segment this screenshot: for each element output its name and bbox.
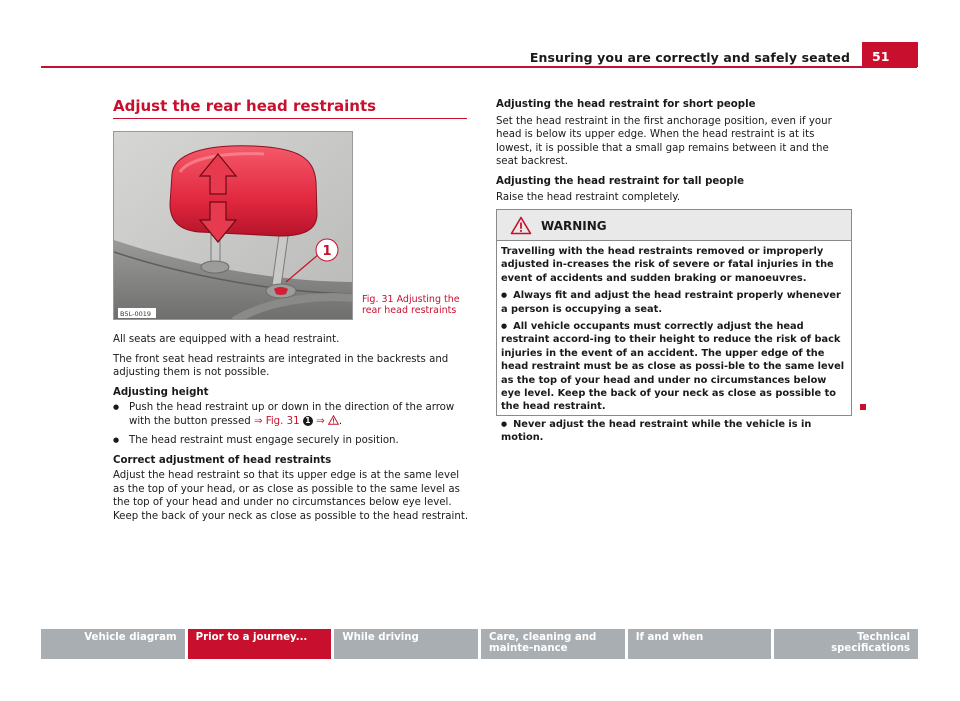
head-restraint-figure (113, 131, 353, 320)
left-column-text (113, 333, 469, 529)
paragraph: Adjust the head restraint so that its upper edge is at the same level as the top of your head, or as close as possible to the same level as the top of your head and under no circumstances below eye level. Keep the back of your neck as close as possible to the head restraint. (113, 470, 469, 522)
tab-vehicle-diagram[interactable]: Vehicle diagram (41, 629, 185, 659)
section-end-marker (860, 404, 866, 410)
warning-list-item: ● Always fit and adjust the head restraint properly whenever a person is occupying a seat. (501, 290, 841, 315)
tab-if-and-when[interactable]: If and when (628, 629, 772, 659)
tab-care-cleaning-maintenance[interactable]: Care, cleaning and mainte-nance (481, 629, 625, 659)
section-rule (113, 118, 467, 119)
right-column-text (496, 98, 852, 211)
warning-paragraph: Travelling with the head restraints removed or improperly adjusted in-creases the risk of severe or fatal injuries in the event of accidents and sudden braking or manoeuvres. (501, 246, 834, 284)
paragraph: The front seat head restraints are integrated in the backrests and adjusting them is not possible. (113, 353, 449, 378)
warning-list-item: ● Never adjust the head restraint while the vehicle is in motion. (501, 418, 812, 444)
list-item: ● Push the head restraint up or down in the direction of the arrow with the button pressed ⇒ Fig. 31 1 ⇒ . (113, 401, 469, 428)
tab-while-driving[interactable]: While driving (334, 629, 478, 659)
warning-triangle-icon (328, 415, 339, 425)
paragraph: Set the head restraint in the first anchorage position, even if your head is below its upper edge. When the head restraint is at its lowest, it is possible that a small gap remains between it and the seat backrest. (496, 115, 832, 167)
subheading-correct-adjustment: Correct adjustment of head restraints (113, 454, 332, 466)
warning-label: WARNING (541, 219, 607, 233)
tab-technical-specifications[interactable]: Technical specifications (774, 629, 918, 659)
subheading-adjusting-height: Adjusting height (113, 386, 209, 398)
section-title: Adjust the rear head restraints (113, 97, 377, 115)
running-header-title: Ensuring you are correctly and safely seated (529, 50, 850, 65)
figure-callout-1: 1 (322, 244, 332, 259)
paragraph: All seats are equipped with a head restraint. (113, 334, 340, 345)
warning-header (497, 210, 851, 241)
figure-caption: Fig. 31 Adjusting the rear head restraints (362, 294, 460, 316)
list-item: ● The head restraint must engage securely in position. (113, 434, 469, 448)
subheading-short-people: Adjusting the head restraint for short people (496, 99, 756, 110)
paragraph: Raise the head restraint completely. (496, 192, 681, 203)
tab-prior-to-a-journey[interactable]: Prior to a journey... (188, 629, 332, 659)
warning-body (497, 241, 851, 445)
chapter-navigation (41, 629, 918, 659)
figure-reference-link[interactable]: ⇒ Fig. 31 (253, 415, 300, 427)
header-rule (41, 66, 917, 68)
figure-code: B5L-0019 (120, 310, 151, 318)
callout-number-icon: 1 (303, 416, 313, 426)
warning-triangle-icon (510, 216, 532, 235)
warning-list-item: ● All vehicle occupants must correctly adjust the head restraint accord-ing to their height to reduce the risk of back injuries in the event of an accident. The upper edge of the head restraint must be as close as possi-ble to the same level as the top of your head and under no circumstances below eye level. Keep the back of your neck as close as possible to the head restraint. (501, 321, 845, 413)
page-number: 51 (862, 42, 918, 67)
warning-box (496, 209, 852, 444)
warning-reference-arrow[interactable]: ⇒ (316, 415, 325, 427)
head-restraint-illustration (114, 132, 353, 320)
subheading-tall-people: Adjusting the head restraint for tall people (496, 175, 744, 187)
